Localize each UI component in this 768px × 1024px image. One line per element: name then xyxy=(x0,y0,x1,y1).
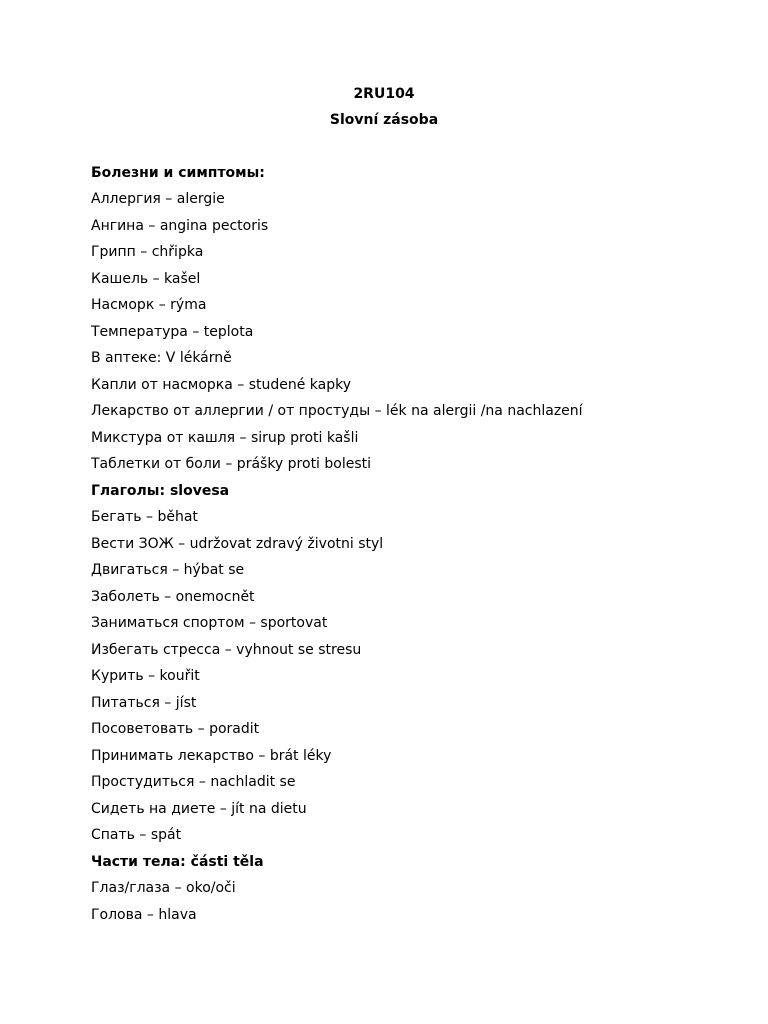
document-title: Slovní zásoba xyxy=(329,112,439,128)
vocab-item: Бегать – běhat xyxy=(91,509,198,525)
vocab-item: Питаться – jíst xyxy=(91,695,197,711)
vocab-item: Посоветовать – poradit xyxy=(91,721,260,737)
section-heading-body-parts: Части тела: části těla xyxy=(91,854,264,870)
vocab-item: Голова – hlava xyxy=(91,907,197,923)
vocab-item: Капли от насморка – studené kapky xyxy=(91,377,352,393)
vocab-item: Принимать лекарство – brát léky xyxy=(91,748,332,764)
vocab-item: Таблетки от боли – prášky proti bolesti xyxy=(91,456,372,472)
vocab-item: Ангина – angina pectoris xyxy=(91,218,269,234)
section-heading-verbs: Глаголы: slovesa xyxy=(91,483,230,499)
vocab-item: Вести ЗОЖ – udržovat zdravý životni styl xyxy=(91,536,384,552)
vocab-item: Избегать стресса – vyhnout se stresu xyxy=(91,642,362,658)
vocab-item: Аллергия – alergie xyxy=(91,191,225,207)
vocab-item: Кашель – kašel xyxy=(91,271,201,287)
vocab-item: В аптеке: V lékárně xyxy=(91,350,232,366)
vocab-item: Температура – teplota xyxy=(91,324,254,340)
vocab-item: Простудиться – nachladit se xyxy=(91,774,296,790)
vocab-item: Курить – kouřit xyxy=(91,668,200,684)
vocab-item: Двигаться – hýbat se xyxy=(91,562,245,578)
vocab-item: Заболеть – onemocnět xyxy=(91,589,255,605)
vocab-item: Сидеть на диете – jít na dietu xyxy=(91,801,307,817)
course-code: 2RU104 xyxy=(353,86,415,102)
section-heading-diseases: Болезни и симптомы: xyxy=(91,165,265,181)
vocab-item: Глаз/глаза – oko/oči xyxy=(91,880,236,896)
vocab-item: Лекарство от аллергии / от простуды – lék na alergii /na nachlazení xyxy=(91,403,583,419)
vocab-item: Насморк – rýma xyxy=(91,297,207,313)
vocab-item: Микстура от кашля – sirup proti kašli xyxy=(91,430,359,446)
vocab-item: Спать – spát xyxy=(91,827,182,843)
vocab-item: Грипп – chřipka xyxy=(91,244,204,260)
vocab-item: Заниматься спортом – sportovat xyxy=(91,615,328,631)
